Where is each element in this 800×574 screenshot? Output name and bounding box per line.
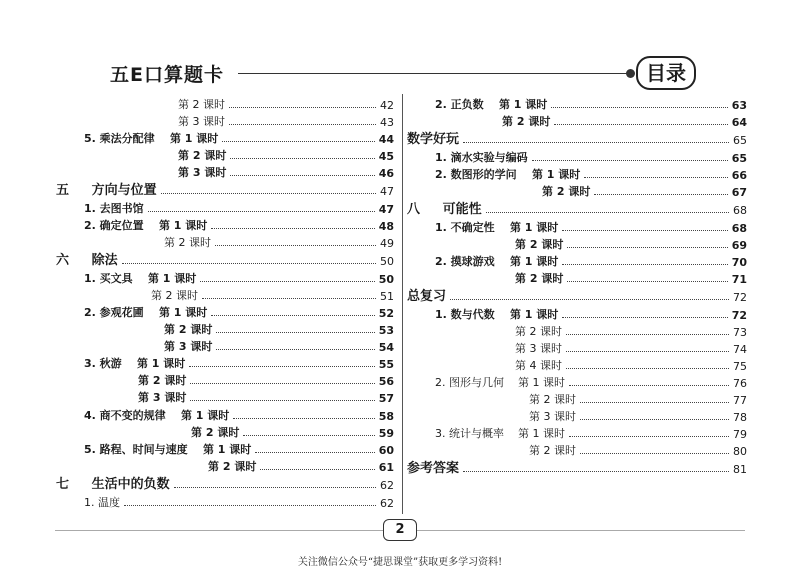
toc-entry-label: 六 除法 [56, 253, 118, 268]
toc-entry-label: 3. 统计与概率 第 1 课时 [435, 427, 565, 440]
dot-leader [216, 332, 374, 333]
toc-entry [407, 165, 747, 182]
dot-leader [190, 400, 374, 401]
toc-page-number: 62 [380, 479, 394, 492]
toc-entry-label: 第 2 课时 [542, 185, 591, 198]
toc-entry-label: 第 3 课时 [515, 342, 562, 355]
dot-leader [215, 245, 376, 246]
dot-leader [567, 247, 727, 248]
toc-entry [56, 423, 394, 440]
toc-page-number: 54 [378, 341, 394, 354]
toc-entry [56, 269, 394, 286]
toc-entry-label: 2. 确定位置 第 1 课时 [84, 219, 208, 232]
dot-leader [584, 177, 727, 178]
toc-entry-label: 七 生活中的负数 [56, 477, 170, 492]
toc-entry-label: 总复习 [407, 289, 447, 304]
dot-leader [190, 383, 374, 384]
toc-entry-label: 1. 温度 [84, 496, 120, 509]
dot-leader [566, 368, 729, 369]
toc-entry-label: 1. 滴水实验与编码 [435, 151, 528, 164]
dot-leader [174, 487, 376, 488]
toc-page-number: 57 [378, 392, 394, 405]
dot-leader [569, 436, 729, 437]
toc-entry [56, 440, 394, 457]
toc-entry-label: 第 2 课时 [208, 460, 257, 473]
toc-entry [407, 235, 747, 252]
dot-leader [562, 317, 727, 318]
toc-entry-label: 参考答案 [407, 461, 460, 476]
toc-page-number: 44 [378, 133, 394, 146]
toc-page-number: 45 [378, 150, 394, 163]
footer-rule-right [415, 530, 745, 531]
toc-page-number: 80 [733, 445, 747, 458]
toc-entry [56, 95, 394, 112]
toc-page-number: 47 [380, 185, 394, 198]
toc-page-number: 50 [378, 273, 394, 286]
toc-entry-label: 八 可能性 [407, 202, 482, 217]
toc-page-number: 42 [380, 99, 394, 112]
toc-page-number: 74 [733, 343, 747, 356]
toc-entry [407, 269, 747, 286]
dot-leader [202, 298, 376, 299]
toc-entry-label: 第 3 课时 [164, 340, 213, 353]
toc-entry-label: 第 2 课时 [515, 238, 564, 251]
toc-entry [56, 286, 394, 303]
toc-page-number: 46 [378, 167, 394, 180]
header-dot-icon [626, 69, 635, 78]
dot-leader [551, 107, 727, 108]
toc-page-number: 56 [378, 375, 394, 388]
toc-page-number: 63 [731, 99, 747, 112]
toc-entry-label: 第 2 课时 [178, 98, 225, 111]
toc-page-number: 59 [378, 427, 394, 440]
toc-entry [56, 388, 394, 405]
toc-page-number: 62 [380, 497, 394, 510]
toc-page-number: 58 [378, 410, 394, 423]
dot-leader [463, 142, 729, 143]
toc-entry-label: 第 2 课时 [529, 393, 576, 406]
toc-page-number: 43 [380, 116, 394, 129]
dot-leader [594, 194, 727, 195]
dot-leader [486, 212, 729, 213]
toc-page-number: 70 [731, 256, 747, 269]
toc-entry [407, 356, 747, 373]
toc-page-number: 51 [380, 290, 394, 303]
toc-entry [56, 337, 394, 354]
toc-heading [56, 181, 394, 198]
toc-entry-label: 第 2 课时 [502, 115, 551, 128]
toc-entry-label: 第 2 课时 [178, 149, 227, 162]
dot-leader [222, 141, 374, 142]
toc-heading [56, 251, 394, 268]
toc-entry [56, 112, 394, 129]
dot-leader [580, 419, 729, 420]
toc-heading [407, 200, 747, 217]
dot-leader [554, 124, 727, 125]
toc-heading [407, 287, 747, 304]
toc-page-number: 79 [733, 428, 747, 441]
dot-leader [562, 264, 727, 265]
toc-page-number: 47 [378, 203, 394, 216]
dot-leader [580, 402, 729, 403]
dot-leader [161, 193, 376, 194]
toc-page-number: 67 [731, 186, 747, 199]
section-title: 目录 [636, 56, 696, 90]
dot-leader [566, 334, 729, 335]
toc-entry-label: 第 2 课时 [164, 323, 213, 336]
dot-leader [233, 418, 374, 419]
toc-entry-label: 2. 图形与几何 第 1 课时 [435, 376, 565, 389]
toc-page-number: 81 [733, 463, 747, 476]
toc-entry [407, 339, 747, 356]
dot-leader [230, 158, 374, 159]
toc-entry [56, 233, 394, 250]
toc-entry-label: 第 3 课时 [178, 115, 225, 128]
toc-page-number: 64 [731, 116, 747, 129]
toc-entry-label: 3. 秋游 第 1 课时 [84, 357, 186, 370]
toc-entry [407, 182, 747, 199]
dot-leader [255, 452, 374, 453]
dot-leader [580, 453, 729, 454]
toc-entry-label: 五 方向与位置 [56, 183, 157, 198]
dot-leader [569, 385, 729, 386]
toc-page-number: 50 [380, 255, 394, 268]
dot-leader [566, 351, 729, 352]
toc-entry [407, 95, 747, 112]
toc-page-number: 65 [733, 134, 747, 147]
toc-page-number: 60 [378, 444, 394, 457]
toc-entry-label: 第 2 课时 [191, 426, 240, 439]
dot-leader [450, 299, 729, 300]
toc-entry-label: 4. 商不变的规律 第 1 课时 [84, 409, 230, 422]
toc-entry [56, 406, 394, 423]
dot-leader [122, 263, 376, 264]
dot-leader [567, 281, 727, 282]
dot-leader [229, 124, 376, 125]
toc-entry [56, 216, 394, 233]
toc-page-number: 76 [733, 377, 747, 390]
toc-entry-label: 2. 摸球游戏 第 1 课时 [435, 255, 559, 268]
toc-entry [407, 148, 747, 165]
toc-page-number: 73 [733, 326, 747, 339]
footer-rule-left [55, 530, 383, 531]
toc-entry [56, 493, 394, 510]
toc-entry-label: 第 2 课时 [164, 236, 211, 249]
dot-leader [148, 211, 375, 212]
dot-leader [211, 228, 374, 229]
toc-entry [407, 373, 747, 390]
toc-page-number: 48 [378, 220, 394, 233]
toc-entry [56, 199, 394, 216]
page-number: 2 [383, 519, 417, 541]
toc-page-number: 49 [380, 237, 394, 250]
toc-entry [407, 112, 747, 129]
toc-page-number: 72 [733, 291, 747, 304]
toc-page-number: 69 [731, 239, 747, 252]
toc-entry-label: 第 2 课时 [529, 444, 576, 457]
toc-entry-label: 1. 买文具 第 1 课时 [84, 272, 197, 285]
toc-entry-label: 2. 数图形的学问 第 1 课时 [435, 168, 581, 181]
toc-entry-label: 第 2 课时 [138, 374, 187, 387]
toc-entry [56, 320, 394, 337]
toc-entry [407, 390, 747, 407]
dot-leader [189, 366, 374, 367]
toc-entry [56, 354, 394, 371]
column-divider [402, 94, 403, 514]
page-header [0, 56, 800, 96]
toc-entry-label: 第 2 课时 [515, 272, 564, 285]
toc-entry-label: 2. 参观花圃 第 1 课时 [84, 306, 208, 319]
toc-heading [56, 475, 394, 492]
toc-entry-label: 第 3 课时 [178, 166, 227, 179]
toc-page-number: 68 [733, 204, 747, 217]
toc-entry [56, 371, 394, 388]
dot-leader [124, 505, 376, 506]
toc-page-number: 55 [378, 358, 394, 371]
dot-leader [216, 349, 374, 350]
dot-leader [532, 160, 728, 161]
toc-entry [407, 322, 747, 339]
toc-entry [56, 129, 394, 146]
toc-entry-label: 第 2 课时 [151, 289, 198, 302]
toc-entry-label: 1. 数与代数 第 1 课时 [435, 308, 559, 321]
toc-entry-label: 第 4 课时 [515, 359, 562, 372]
dot-leader [230, 175, 374, 176]
dot-leader [260, 469, 374, 470]
toc-entry [407, 252, 747, 269]
toc-page-number: 61 [378, 461, 394, 474]
dot-leader [211, 315, 374, 316]
toc-entry-label: 数学好玩 [407, 132, 460, 147]
toc-entry [407, 441, 747, 458]
toc-entry [56, 457, 394, 474]
toc-page-number: 71 [731, 273, 747, 286]
toc-page-number: 66 [731, 169, 747, 182]
toc-entry-label: 第 2 课时 [515, 325, 562, 338]
toc-entry-label: 1. 去图书馆 [84, 202, 144, 215]
toc-heading [407, 459, 747, 476]
toc-page-number: 77 [733, 394, 747, 407]
toc-entry-label: 第 3 课时 [138, 391, 187, 404]
toc-entry [407, 305, 747, 322]
toc-entry [56, 146, 394, 163]
toc-entry-label: 5. 路程、时间与速度 第 1 课时 [84, 443, 252, 456]
toc-page-number: 78 [733, 411, 747, 424]
toc-heading [407, 130, 747, 147]
toc-page-number: 68 [731, 222, 747, 235]
toc-entry-label: 1. 不确定性 第 1 课时 [435, 221, 559, 234]
toc-page-number: 52 [378, 307, 394, 320]
toc-entry [56, 303, 394, 320]
toc-entry-label: 2. 正负数 第 1 课时 [435, 98, 548, 111]
footer-note: 关注微信公众号“捷思课堂”获取更多学习资料! [297, 557, 503, 568]
toc-entry [407, 218, 747, 235]
dot-leader [243, 435, 374, 436]
dot-leader [200, 281, 374, 282]
toc-entry [407, 407, 747, 424]
toc-page-number: 72 [731, 309, 747, 322]
dot-leader [463, 471, 729, 472]
dot-leader [229, 107, 376, 108]
toc-entry-label: 5. 乘法分配律 第 1 课时 [84, 132, 219, 145]
toc-entry [56, 163, 394, 180]
toc-page-number: 53 [378, 324, 394, 337]
toc-entry-label: 第 3 课时 [529, 410, 576, 423]
header-rule [238, 73, 630, 74]
dot-leader [562, 230, 727, 231]
toc-page-number: 75 [733, 360, 747, 373]
toc-entry [407, 424, 747, 441]
toc-page-number: 65 [731, 152, 747, 165]
book-title: 五E口算题卡 [110, 64, 224, 86]
